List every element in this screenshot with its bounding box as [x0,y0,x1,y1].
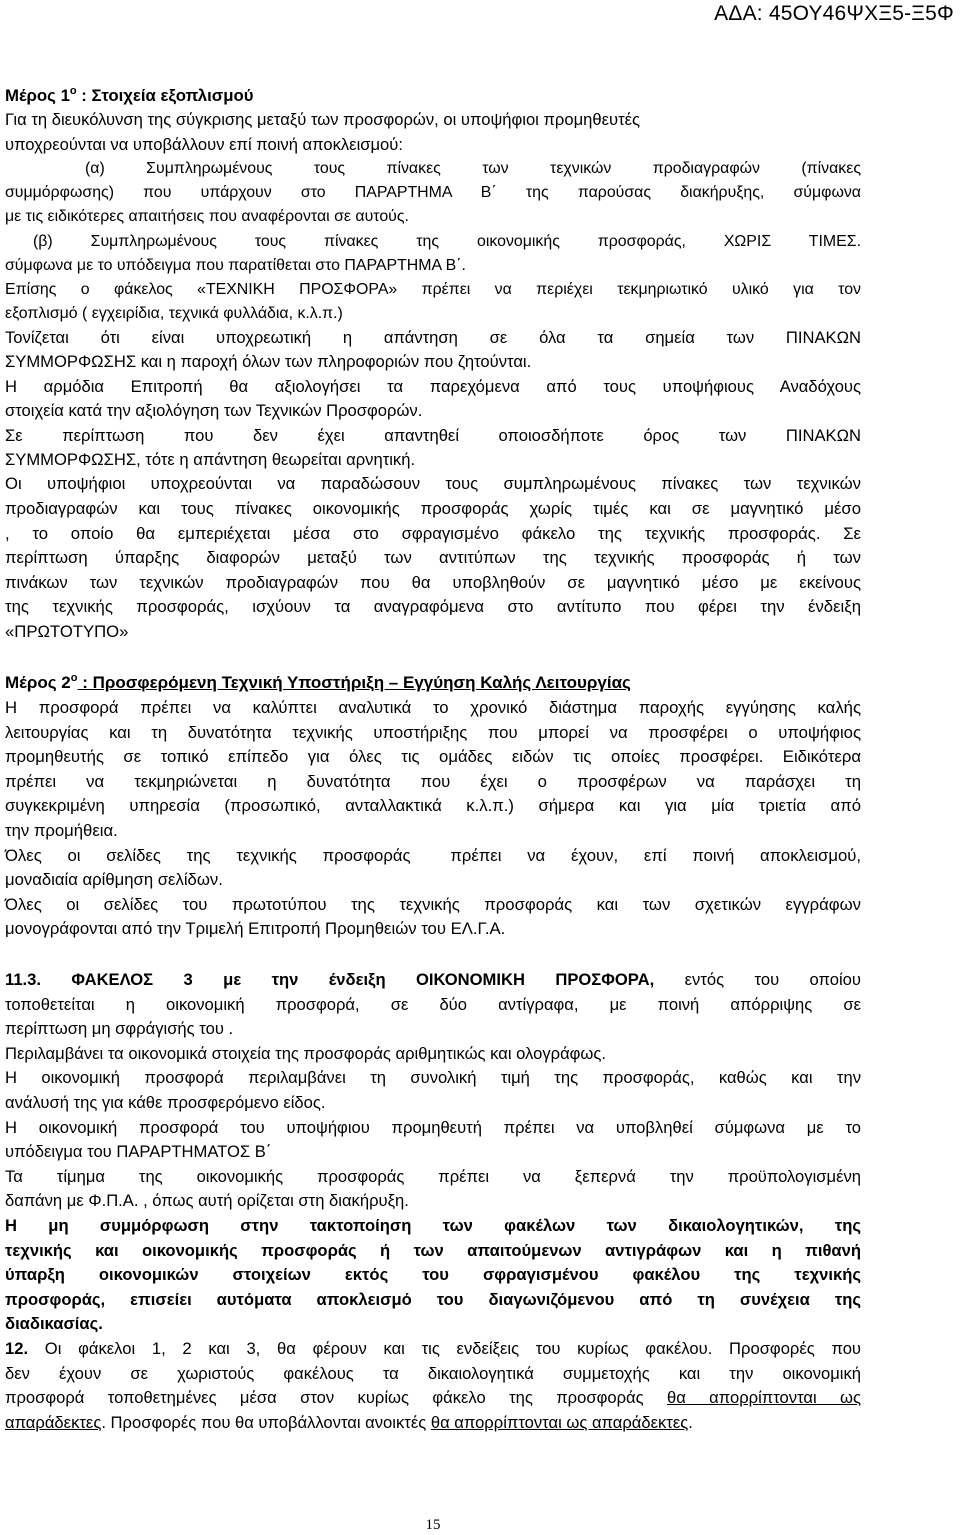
pages-line [5,844,861,869]
sign-line: Όλες οι σελίδες του πρωτοτύπου της τεχνικής προσφοράς και των σχετικών εγγράφων [5,894,861,914]
warning-line: τεχνικής και οικονομικής προσφοράς ή των απαιτούμενων αντιγράφων και η πιθανή [5,1240,861,1260]
committee-line: Η αρμόδια Επιτροπή θα αξιολογήσει τα παρεχόμενα από τους υποψήφιους Αναδόχους [5,376,861,396]
rejection-text: θα απορρίπτονται ως απαράδεκτες [430,1412,689,1432]
section-12-line [5,1411,861,1436]
item-b-line: (β) Συμπληρωμένους τους πίνακες της οικονομικής προσφοράς, ΧΩΡΙΣ ΤΙΜΕΣ. [33,232,861,250]
section-11-3 [5,968,861,1337]
section-11-3-line: τοποθετείται η οικονομική προσφορά, σε δύο αντίγραφα, με ποινή απόρριψης σε [5,994,861,1014]
section-11-3-line: περίπτωση μη σφράγισής του . [5,1019,234,1039]
digital-line: περίπτωση ύπαρξης διαφορών μεταξύ των αντιτύπων της τεχνικής προσφοράς ή των [5,548,861,568]
section-11-3-line: Τα τίμημα της οικονομικής προσφοράς πρέπει να ξεπερνά την προϋπολογισμένη [5,1166,861,1186]
section-12-text: Οι φάκελοι 1, 2 και 3, θα φέρουν και τις ενδείξεις του κυρίως φακέλου. Προσφορές που [28,1338,861,1358]
committee-line: στοιχεία κατά την αξιολόγηση των Τεχνικών Προσφορών. [5,401,423,421]
part2-line: λειτουργίας και τη δυνατότητα τεχνικής υποστήριξης που μπορεί να προσφέρει ο υποψήφιος [5,722,861,742]
pages-line-b: πρέπει να έχουν, επί ποινή αποκλεισμού, [450,845,862,865]
part1-heading [5,84,861,108]
digital-line: Οι υποψήφιοι υποχρεούνται να παραδώσουν τους συμπληρωμένους πίνακες των τεχνικών [5,474,861,494]
pages-line: μοναδιαία αρίθμηση σελίδων. [5,870,223,890]
section-12-line: δεν έχουν σε χωριστούς φακέλους τα δικαιολογητικά συμμετοχής και την οικονομική [5,1363,861,1383]
negative-line: ΣΥΜΜΟΡΦΩΣΗΣ, τότε η απάντηση θεωρείται αρνητική. [5,449,416,469]
ada-code: ΑΔΑ: 45ΟΥ46ΨΧΞ5-Ξ5Φ [714,2,954,25]
section-12-number: 12. [5,1338,29,1358]
rejection-text: απαράδεκτες [5,1412,102,1432]
item-a-line: συμμόρφωσης) που υπάρχουν στο ΠΑΡΑΡΤΗΜΑ Β΄ της παρούσας διακήρυξης, σύμφωνα [5,184,861,202]
digital-line: πινάκων των τεχνικών προδιαγραφών που θα υποβληθούν σε μαγνητικό μέσο με εκείνους [5,572,861,592]
part1-heading-main: Μέρος 1 [5,86,70,105]
part2-line: Η προσφορά πρέπει να καλύπτει αναλυτικά το χρονικό διάστημα παροχής εγγύησης καλής [5,698,861,718]
item-a-line: (α) Συμπληρωμένους τους πίνακες των τεχνικών προδιαγραφών (πίνακες [85,160,861,178]
part2-heading [5,671,861,696]
part2-heading-rest: : Προσφερόμενη Τεχνική Υποστήριξη – Εγγύηση Καλής Λειτουργίας [77,673,631,693]
rejection-text: θα απορρίπτονται ως [666,1388,861,1408]
section-12-line [5,1386,861,1411]
page-number: 15 [425,1517,441,1533]
digital-line: , το οποίο θα εμπεριέχεται μέσα στο σφραγισμένο φάκελο της τεχνικής προσφοράς. Σε [5,523,861,543]
part2-line: πρέπει να τεκμηριώνεται η δυνατότητα που έχει ο προσφέρων να παράσχει τη [5,771,861,791]
section-number: 11.3. [5,970,41,989]
digital-line: προδιαγραφών και τους πίνακες οικονομικής προσφοράς χωρίς τιμές και σε μαγνητικό μέσο [5,498,861,518]
part2-line: συγκεκριμένη υπηρεσία (προσωπικό, ανταλλακτικά κ.λ.π.) σήμερα και για μία τριετία από [5,796,861,816]
section-12-text: . [688,1412,693,1432]
spacer [5,942,861,968]
part1-intro-line: υποχρεούνται να υποβάλλουν επί ποινή αποκλεισμού: [5,134,403,154]
item-b-line: σύμφωνα με το υπόδειγμα που παρατίθεται στο ΠΑΡΑΡΤΗΜΑ Β΄. [5,256,466,274]
envelope-line: εξοπλισμό ( εγχειρίδια, τεχνικά φυλλάδια, κ.λ.π.) [5,304,343,322]
spacer [5,644,861,671]
section-title: ΦΑΚΕΛΟΣ 3 με την ένδειξη ΟΙΚΟΝΟΜΙΚΗ ΠΡΟΣΦΟΡΑ, [41,970,655,989]
pages-line-a: Όλες οι σελίδες της τεχνικής προσφοράς [5,845,411,865]
section-title-rest: εντός του οποίου [654,970,861,989]
section-11-3-line: Η οικονομική προσφορά του υποψήφιου προμηθευτή πρέπει να υποβληθεί σύμφωνα με το [5,1117,861,1137]
emphasis-line: Τονίζεται ότι είναι υποχρεωτική η απάντηση σε όλα τα σημεία των ΠΙΝΑΚΩΝ [5,327,861,347]
part1-items [5,157,861,326]
section-11-3-line: Η οικονομική προσφορά περιλαμβάνει τη συνολική τιμή της προσφοράς, καθώς και την [5,1068,861,1088]
part2-heading-sup: ο [70,672,78,685]
digital-line: της τεχνικής προσφοράς, ισχύουν τα αναγραφόμενα στο αντίτυπο που φέρει την ένδειξη [5,597,861,617]
emphasis-line: ΣΥΜΜΟΡΦΩΣΗΣ και η παροχή όλων των πληροφοριών που ζητούνται. [5,352,532,372]
section-11-3-line: υπόδειγμα του ΠΑΡΑΡΤΗΜΑΤΟΣ Β΄ [5,1142,272,1162]
part1-section [5,84,861,157]
section-12 [5,1337,861,1435]
section-12-line [5,1337,861,1362]
section-11-3-line: ανάλυσή της για κάθε προσφερόμενο είδος. [5,1092,326,1112]
section-11-3-line: Περιλαμβάνει τα οικονομικά στοιχεία της προσφοράς αριθμητικώς και ολογράφως. [5,1043,606,1063]
part1-heading-rest: : Στοιχεία εξοπλισμού [76,86,254,105]
item-a-line: με τις ειδικότερες απαιτήσεις που αναφέρονται σε αυτούς. [5,208,409,226]
section-11-3-line: δαπάνη με Φ.Π.Α. , όπως αυτή ορίζεται στη διακήρυξη. [5,1191,409,1211]
section-12-text: . Προσφορές που θα υποβάλλονται ανοικτές [101,1412,431,1432]
part2-section [5,671,861,942]
envelope-line: Επίσης ο φάκελος «ΤΕΧΝΙΚΗ ΠΡΟΣΦΟΡΑ» πρέπει να περιέχει τεκμηριωτικό υλικό για τον [5,280,861,298]
digital-line: «ΠΡΩΤΟΤΥΠΟ» [5,621,129,641]
warning-line: Η μη συμμόρφωση στην τακτοποίηση των φακέλων των δικαιολογητικών, της [5,1215,861,1235]
part2-line: την προμήθεια. [5,821,118,841]
part2-heading-main: Μέρος 2 [5,673,71,693]
negative-line: Σε περίπτωση που δεν έχει απαντηθεί οποιοσδήποτε όρος των ΠΙΝΑΚΩΝ [5,425,861,445]
section-11-3-title [5,968,861,993]
part2-line: προμηθευτής σε τοπικό επίπεδο για όλες τις ομάδες ειδών τις οποίες προσφέρει. Ειδικότερα [5,747,861,767]
sign-line: μονογράφονται από την Τριμελή Επιτροπή Προμηθειών του ΕΛ.Γ.Α. [5,919,506,939]
document-body [5,84,861,1435]
part1-heading-sup: ο [69,85,77,97]
warning-line: διαδικασίας. [5,1314,103,1334]
warning-line: προσφοράς, επισείει αυτόματα αποκλεισμό του διαγωνιζόμενου από τη συνέχεια της [5,1289,861,1309]
section-12-text: προσφορά τοποθετημένες μέσα στον κυρίως φάκελο της προσφοράς [5,1388,667,1408]
part1-digital [5,472,861,644]
part1-notes [5,326,861,472]
part1-intro-line: Για τη διευκόλυνση της σύγκρισης μεταξύ των προσφορών, οι υποψήφιοι προμηθευτές [5,110,641,130]
warning-line: ύπαρξη οικονομικών στοιχείων εκτός του σφραγισμένου φακέλου της τεχνικής [5,1265,861,1285]
